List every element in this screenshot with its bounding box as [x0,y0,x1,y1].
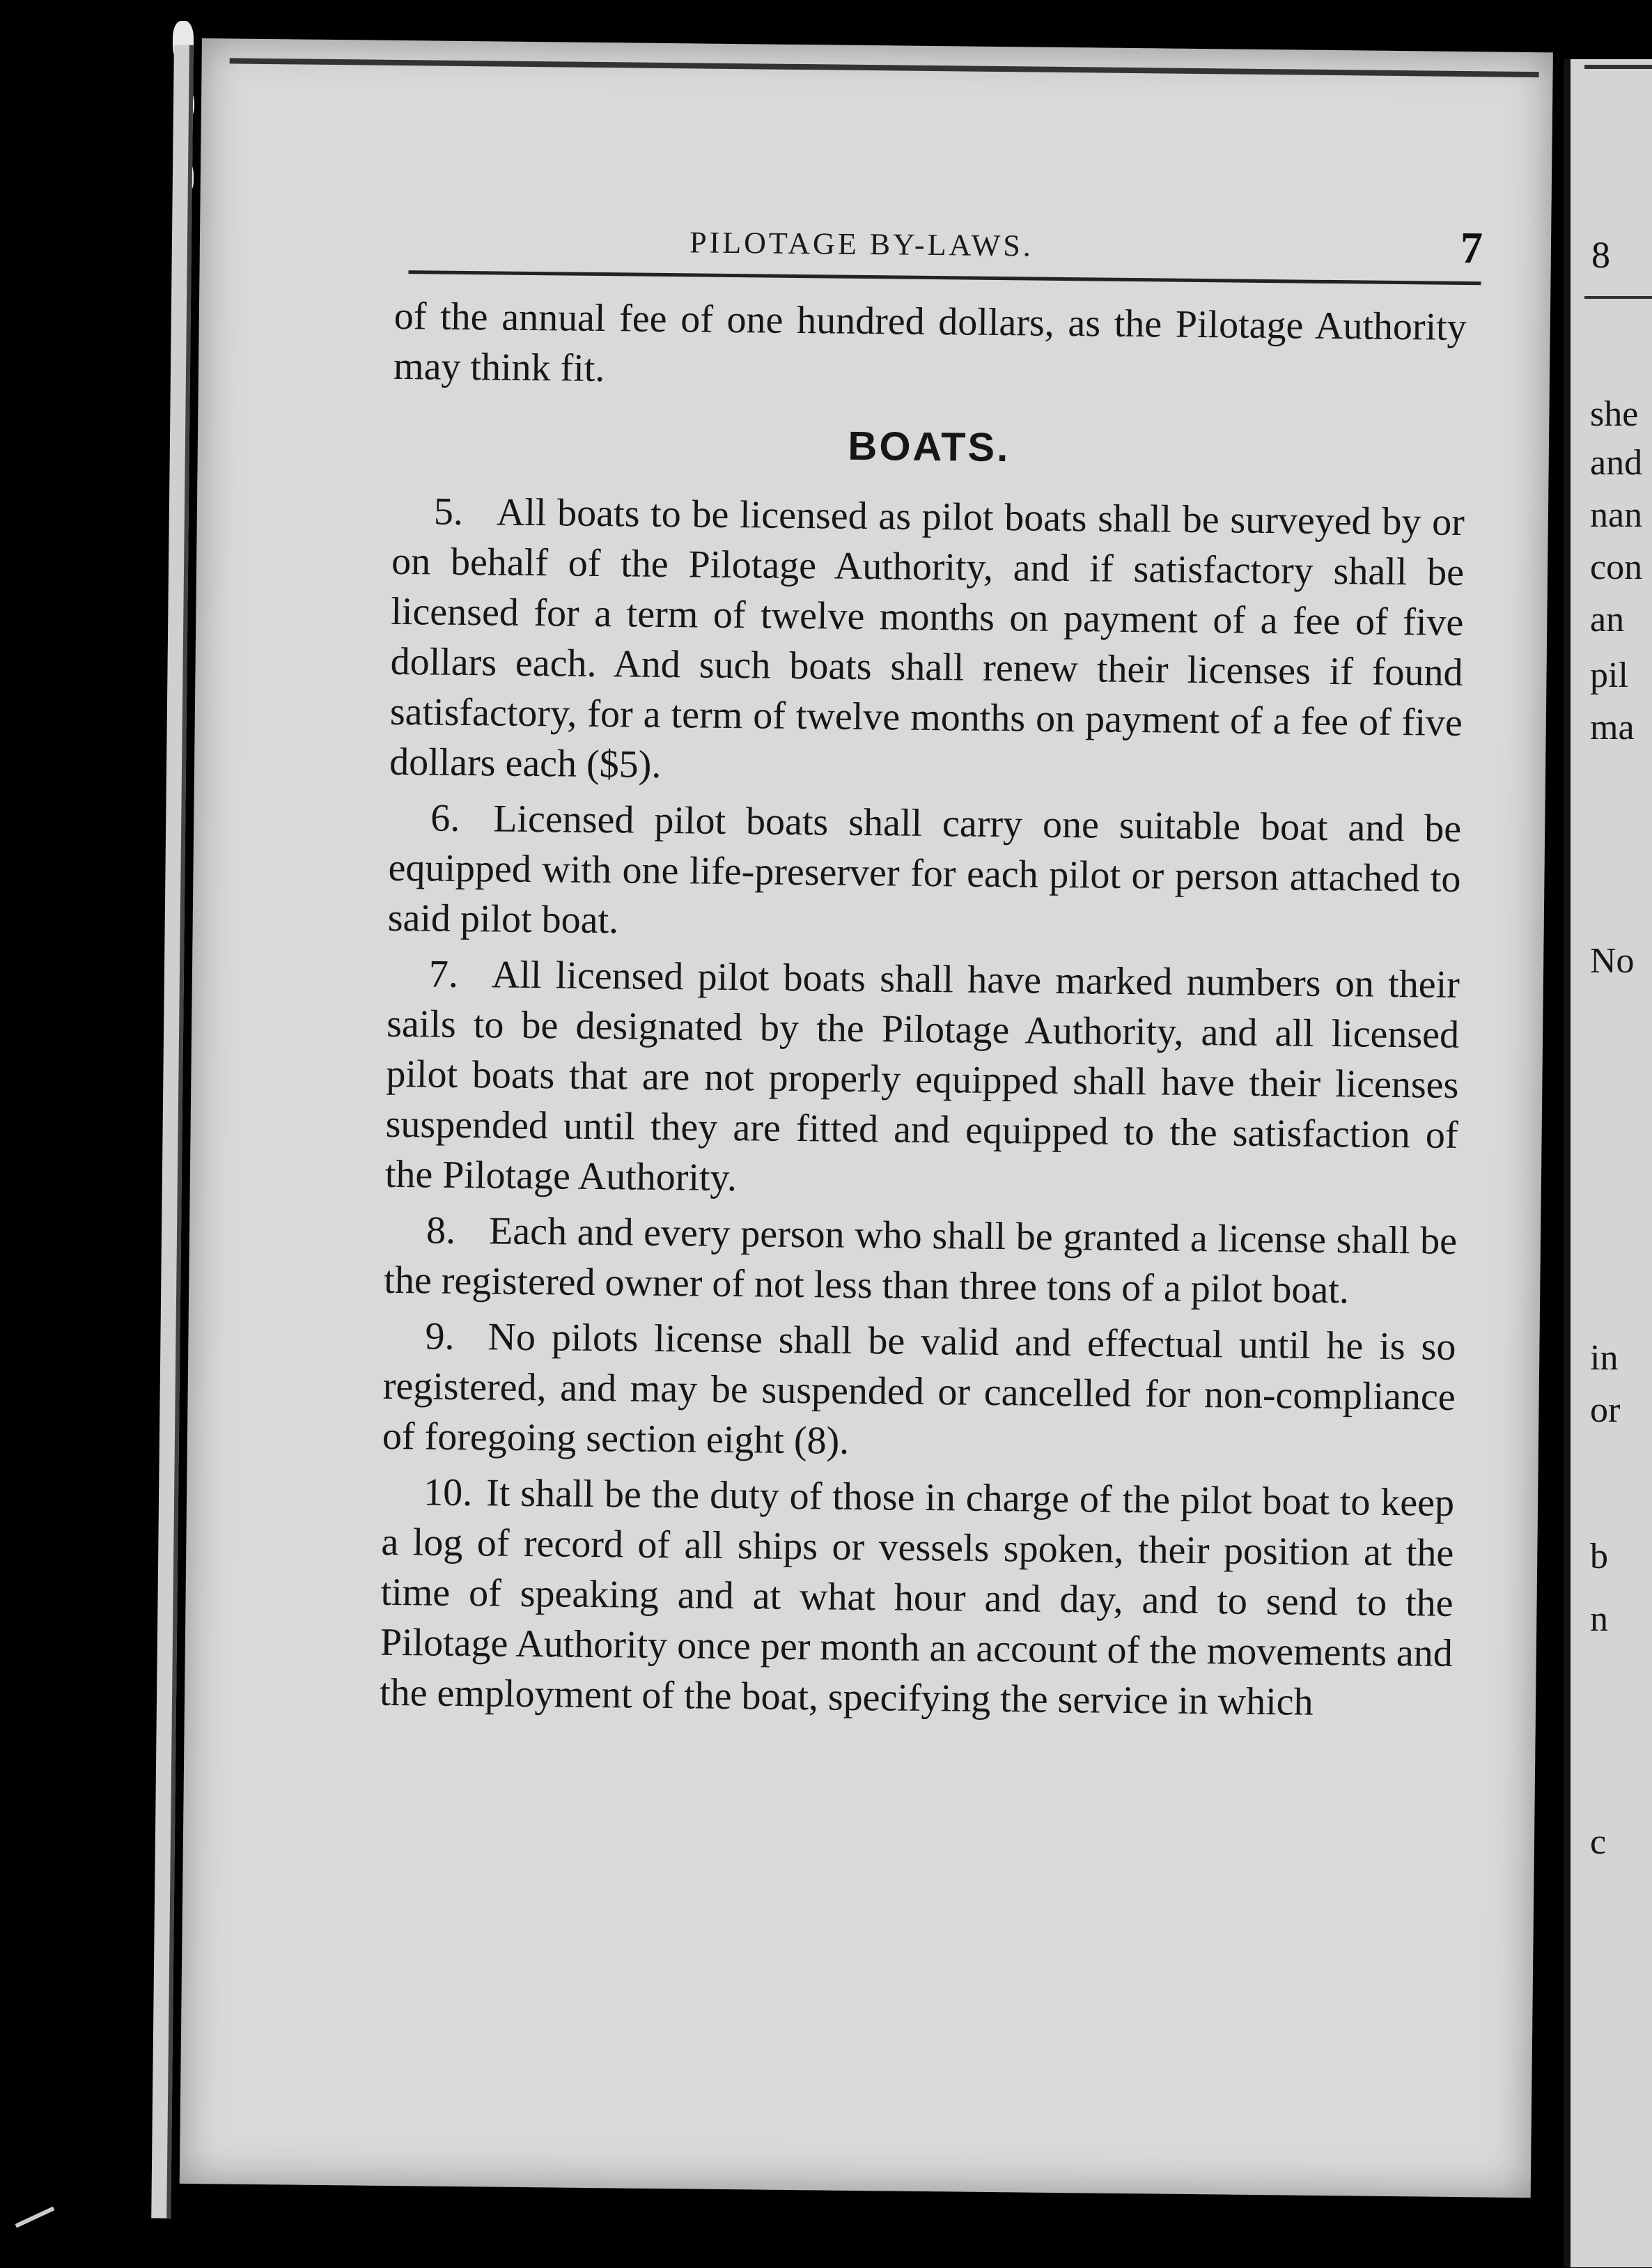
paragraph-text: All licensed pilot boats shall have marked numbers on their sails to be designated by the Pilotage Authority, and all licensed pilot boats that are not properly equipped shall have their licenses suspended until they are fitted and equipped to the satisfaction of the Pilotage Authority. [384,953,1460,1200]
edge-artifact [15,2207,55,2228]
paragraph-number: 10. [423,1470,473,1515]
continuation-paragraph: of the annual fee of one hundred dollars, as the Pilotage Authority may think fit. [393,294,1467,391]
paragraph-9 [382,1311,1456,1473]
page-number: 7 [1460,222,1483,273]
next-page-number: 8 [1591,234,1610,276]
left-page [180,38,1553,2198]
text-fragment: No [1590,941,1635,981]
section-heading: BOATS. [848,423,1011,471]
paragraph-8 [384,1205,1457,1316]
header-rule [1584,296,1652,299]
paragraph-number: 7. [428,952,459,996]
page-edge [151,45,194,2219]
text-fragment: c [1590,1822,1607,1862]
text-fragment: n [1590,1599,1608,1639]
paragraph-number: 5. [433,490,464,534]
running-head: PILOTAGE BY-LAWS. [689,225,1034,263]
header-rule [408,270,1481,285]
text-fragment: con [1590,547,1643,587]
text-fragment: nan [1590,495,1643,535]
paragraph-7 [385,949,1460,1211]
paragraph-5 [389,486,1465,798]
page-top-rule [1584,65,1652,69]
text-fragment: ma [1590,708,1635,747]
page-top-rule [230,58,1539,77]
paragraph-number: 6. [430,796,460,840]
text-fragment: in [1590,1338,1619,1378]
paragraph-6 [387,793,1461,954]
paragraph-number: 8. [426,1209,456,1252]
paragraph-text: Each and every person who shall be granted a license shall be the registered owner of not less than three tons of a pilot boat. [384,1209,1458,1312]
text-fragment: an [1590,600,1625,639]
paragraph-text: No pilots license shall be valid and effectual until he is so registered, and may be suspended or cancelled for non-compliance of foregoing section eight (8). [382,1315,1456,1463]
text-fragment: pil [1590,655,1628,695]
paragraph-10 [380,1467,1455,1729]
text-fragment: she [1590,394,1639,434]
text-fragment: or [1590,1390,1621,1430]
text-fragment: b [1590,1537,1608,1576]
text-fragment: and [1590,443,1643,483]
paragraph-text: All boats to be licensed as pilot boats shall be surveyed by or on behalf of the Pilotage Authority, and if satisfactory shall be licensed for a term of twelve months on payment of a fee of five dollars each. And such boats shall renew their licenses if found satisfactory, for a term of twelve months on payment of a fee of five dollars each ($5). [389,490,1465,786]
paragraph-text: Licensed pilot boats shall carry one suitable boat and be equipped with one life-preserver for each pilot or person attached to said pilot boat. [387,797,1462,942]
paragraph-number: 9. [425,1314,455,1358]
right-page-sliver [1564,59,1652,2267]
body-text [380,291,1467,1734]
paragraph-text: It shall be the duty of those in charge of the pilot boat to keep a log of record of all ships or vessels spoken, their position at the time of speaking and at what hour and day, and to send to the Pilotage Authority once per month an account of the movements and the employment of the boat, specifying the service in which [379,1471,1455,1724]
